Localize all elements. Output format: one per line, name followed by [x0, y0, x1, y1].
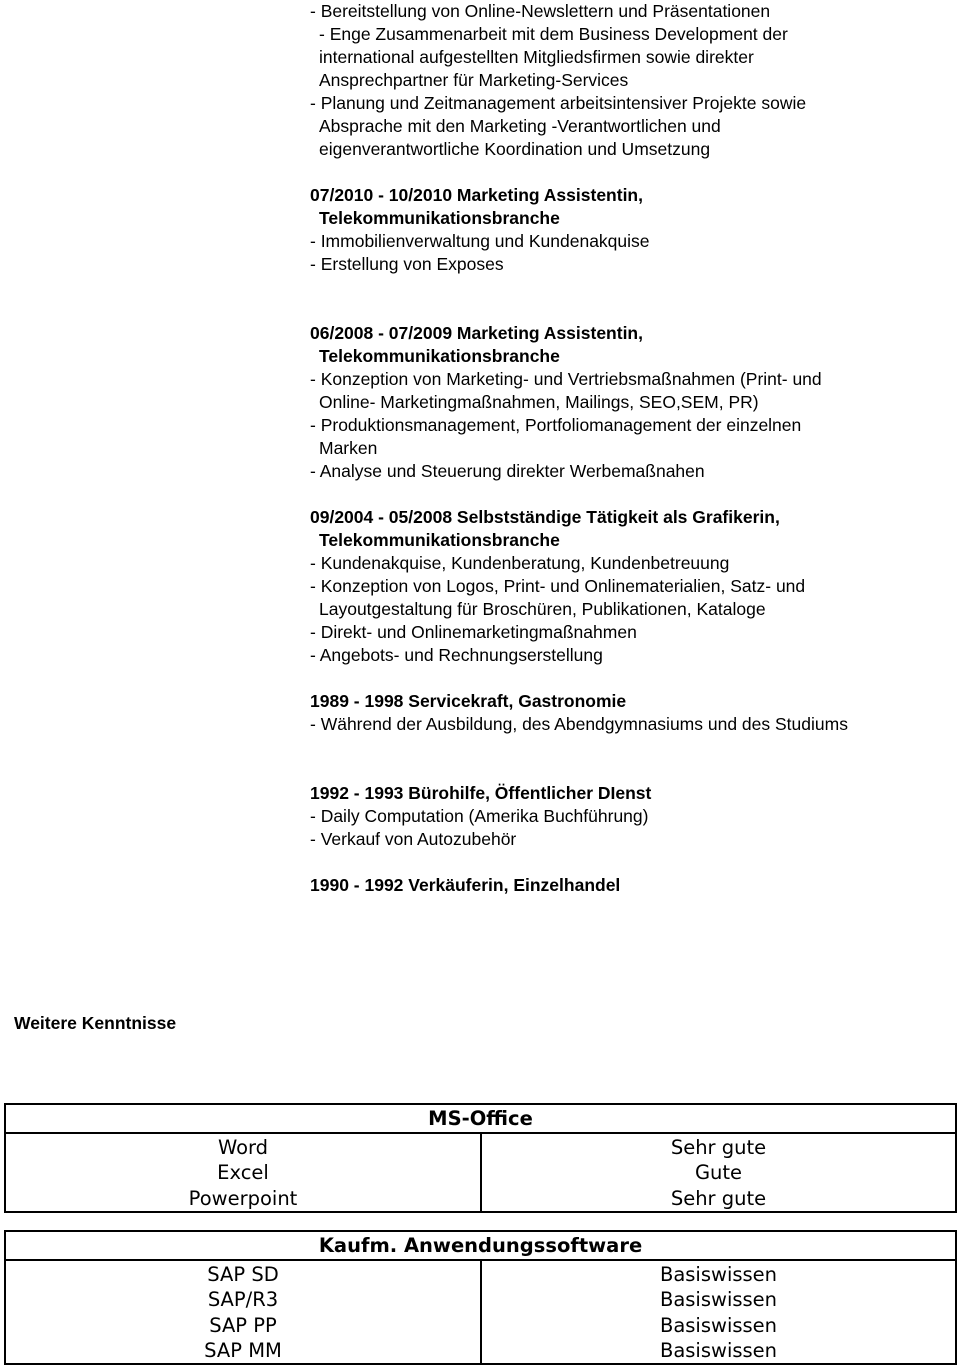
- section-title-skills: Weitere Kenntnisse: [14, 1013, 177, 1033]
- job-item: - Konzeption von Marketing- und Vertriebsmaßnahmen (Print- und: [310, 369, 822, 389]
- skill-level: Gute: [694, 1161, 743, 1185]
- skill-levels-cell: [481, 1133, 956, 1212]
- job-title: 1990 - 1992 Verkäuferin, Einzelhandel: [310, 875, 621, 895]
- job-title: 1992 - 1993 Bürohilfe, Öffentlicher DIenst: [310, 783, 652, 803]
- software-names-cell: [5, 1260, 481, 1364]
- skill-level: Sehr gute: [670, 1136, 767, 1159]
- skill-name: Word: [217, 1136, 269, 1159]
- intro-line: international aufgestellten Mitgliedsfirmen sowie direkter: [319, 47, 754, 67]
- job-branch: Telekommunikationsbranche: [319, 208, 560, 228]
- job-item: Layoutgestaltung für Broschüren, Publikationen, Kataloge: [319, 599, 766, 619]
- ms-office-header: MS-Office: [5, 1104, 956, 1133]
- intro-line: - Bereitstellung von Online-Newslettern und Präsentationen: [310, 1, 771, 21]
- software-level: Basiswissen: [659, 1313, 778, 1337]
- job-item: - Produktionsmanagement, Portfoliomanagement der einzelnen: [310, 415, 802, 435]
- job-item: - Kundenakquise, Kundenberatung, Kundenbetreuung: [310, 553, 730, 573]
- job-branch: Telekommunikationsbranche: [319, 530, 560, 550]
- job-title: 07/2010 - 10/2010 Marketing Assistentin,: [310, 185, 643, 205]
- job-item: Marken: [319, 438, 378, 458]
- job-item: - Direkt- und Onlinemarketingmaßnahmen: [310, 622, 637, 642]
- job-item: - Während der Ausbildung, des Abendgymnasiums und des Studiums: [310, 714, 848, 734]
- job-item: - Verkauf von Autozubehör: [310, 829, 517, 849]
- software-levels-cell: [481, 1260, 956, 1364]
- job-item: - Daily Computation (Amerika Buchführung): [310, 806, 649, 826]
- intro-line: - Enge Zusammenarbeit mit dem Business Development der: [319, 24, 788, 44]
- experience-section: [310, 0, 950, 897]
- skill-name: Powerpoint: [188, 1186, 298, 1210]
- software-header: Kaufm. Anwendungssoftware: [5, 1231, 956, 1260]
- job-item: - Konzeption von Logos, Print- und Onlinematerialien, Satz- und: [310, 576, 806, 596]
- job-branch: Telekommunikationsbranche: [319, 346, 560, 366]
- software-name: SAP/R3: [207, 1288, 279, 1312]
- job-title: 06/2008 - 07/2009 Marketing Assistentin,: [310, 323, 643, 343]
- intro-line: Ansprechpartner für Marketing-Services: [319, 70, 629, 90]
- intro-line: Absprache mit den Marketing -Verantwortlichen und: [319, 116, 721, 136]
- ms-office-table: [4, 1103, 957, 1213]
- intro-line: - Planung und Zeitmanagement arbeitsintensiver Projekte sowie: [310, 93, 807, 113]
- software-name: SAP PP: [209, 1313, 277, 1337]
- job-item: - Angebots- und Rechnungserstellung: [310, 645, 603, 665]
- software-level: Basiswissen: [659, 1288, 778, 1312]
- skill-names-cell: [5, 1133, 481, 1212]
- job-item: - Analyse und Steuerung direkter Werbemaßnahen: [310, 461, 705, 481]
- job-item: - Erstellung von Exposes: [310, 254, 504, 274]
- software-level: Basiswissen: [659, 1263, 778, 1286]
- intro-line: eigenverantwortliche Koordination und Umsetzung: [319, 139, 711, 159]
- job-item: - Immobilienverwaltung und Kundenakquise: [310, 231, 650, 251]
- job-title: 1989 - 1998 Servicekraft, Gastronomie: [310, 691, 627, 711]
- software-level: Basiswissen: [659, 1338, 778, 1362]
- software-table: [4, 1230, 957, 1365]
- job-item: Online- Marketingmaßnahmen, Mailings, SEO,SEM, PR): [319, 392, 759, 412]
- software-name: SAP MM: [204, 1338, 282, 1362]
- software-name: SAP SD: [207, 1263, 279, 1286]
- skill-name: Excel: [217, 1161, 269, 1185]
- skill-level: Sehr gute: [670, 1186, 767, 1210]
- job-title: 09/2004 - 05/2008 Selbstständige Tätigkeit als Grafikerin,: [310, 507, 780, 527]
